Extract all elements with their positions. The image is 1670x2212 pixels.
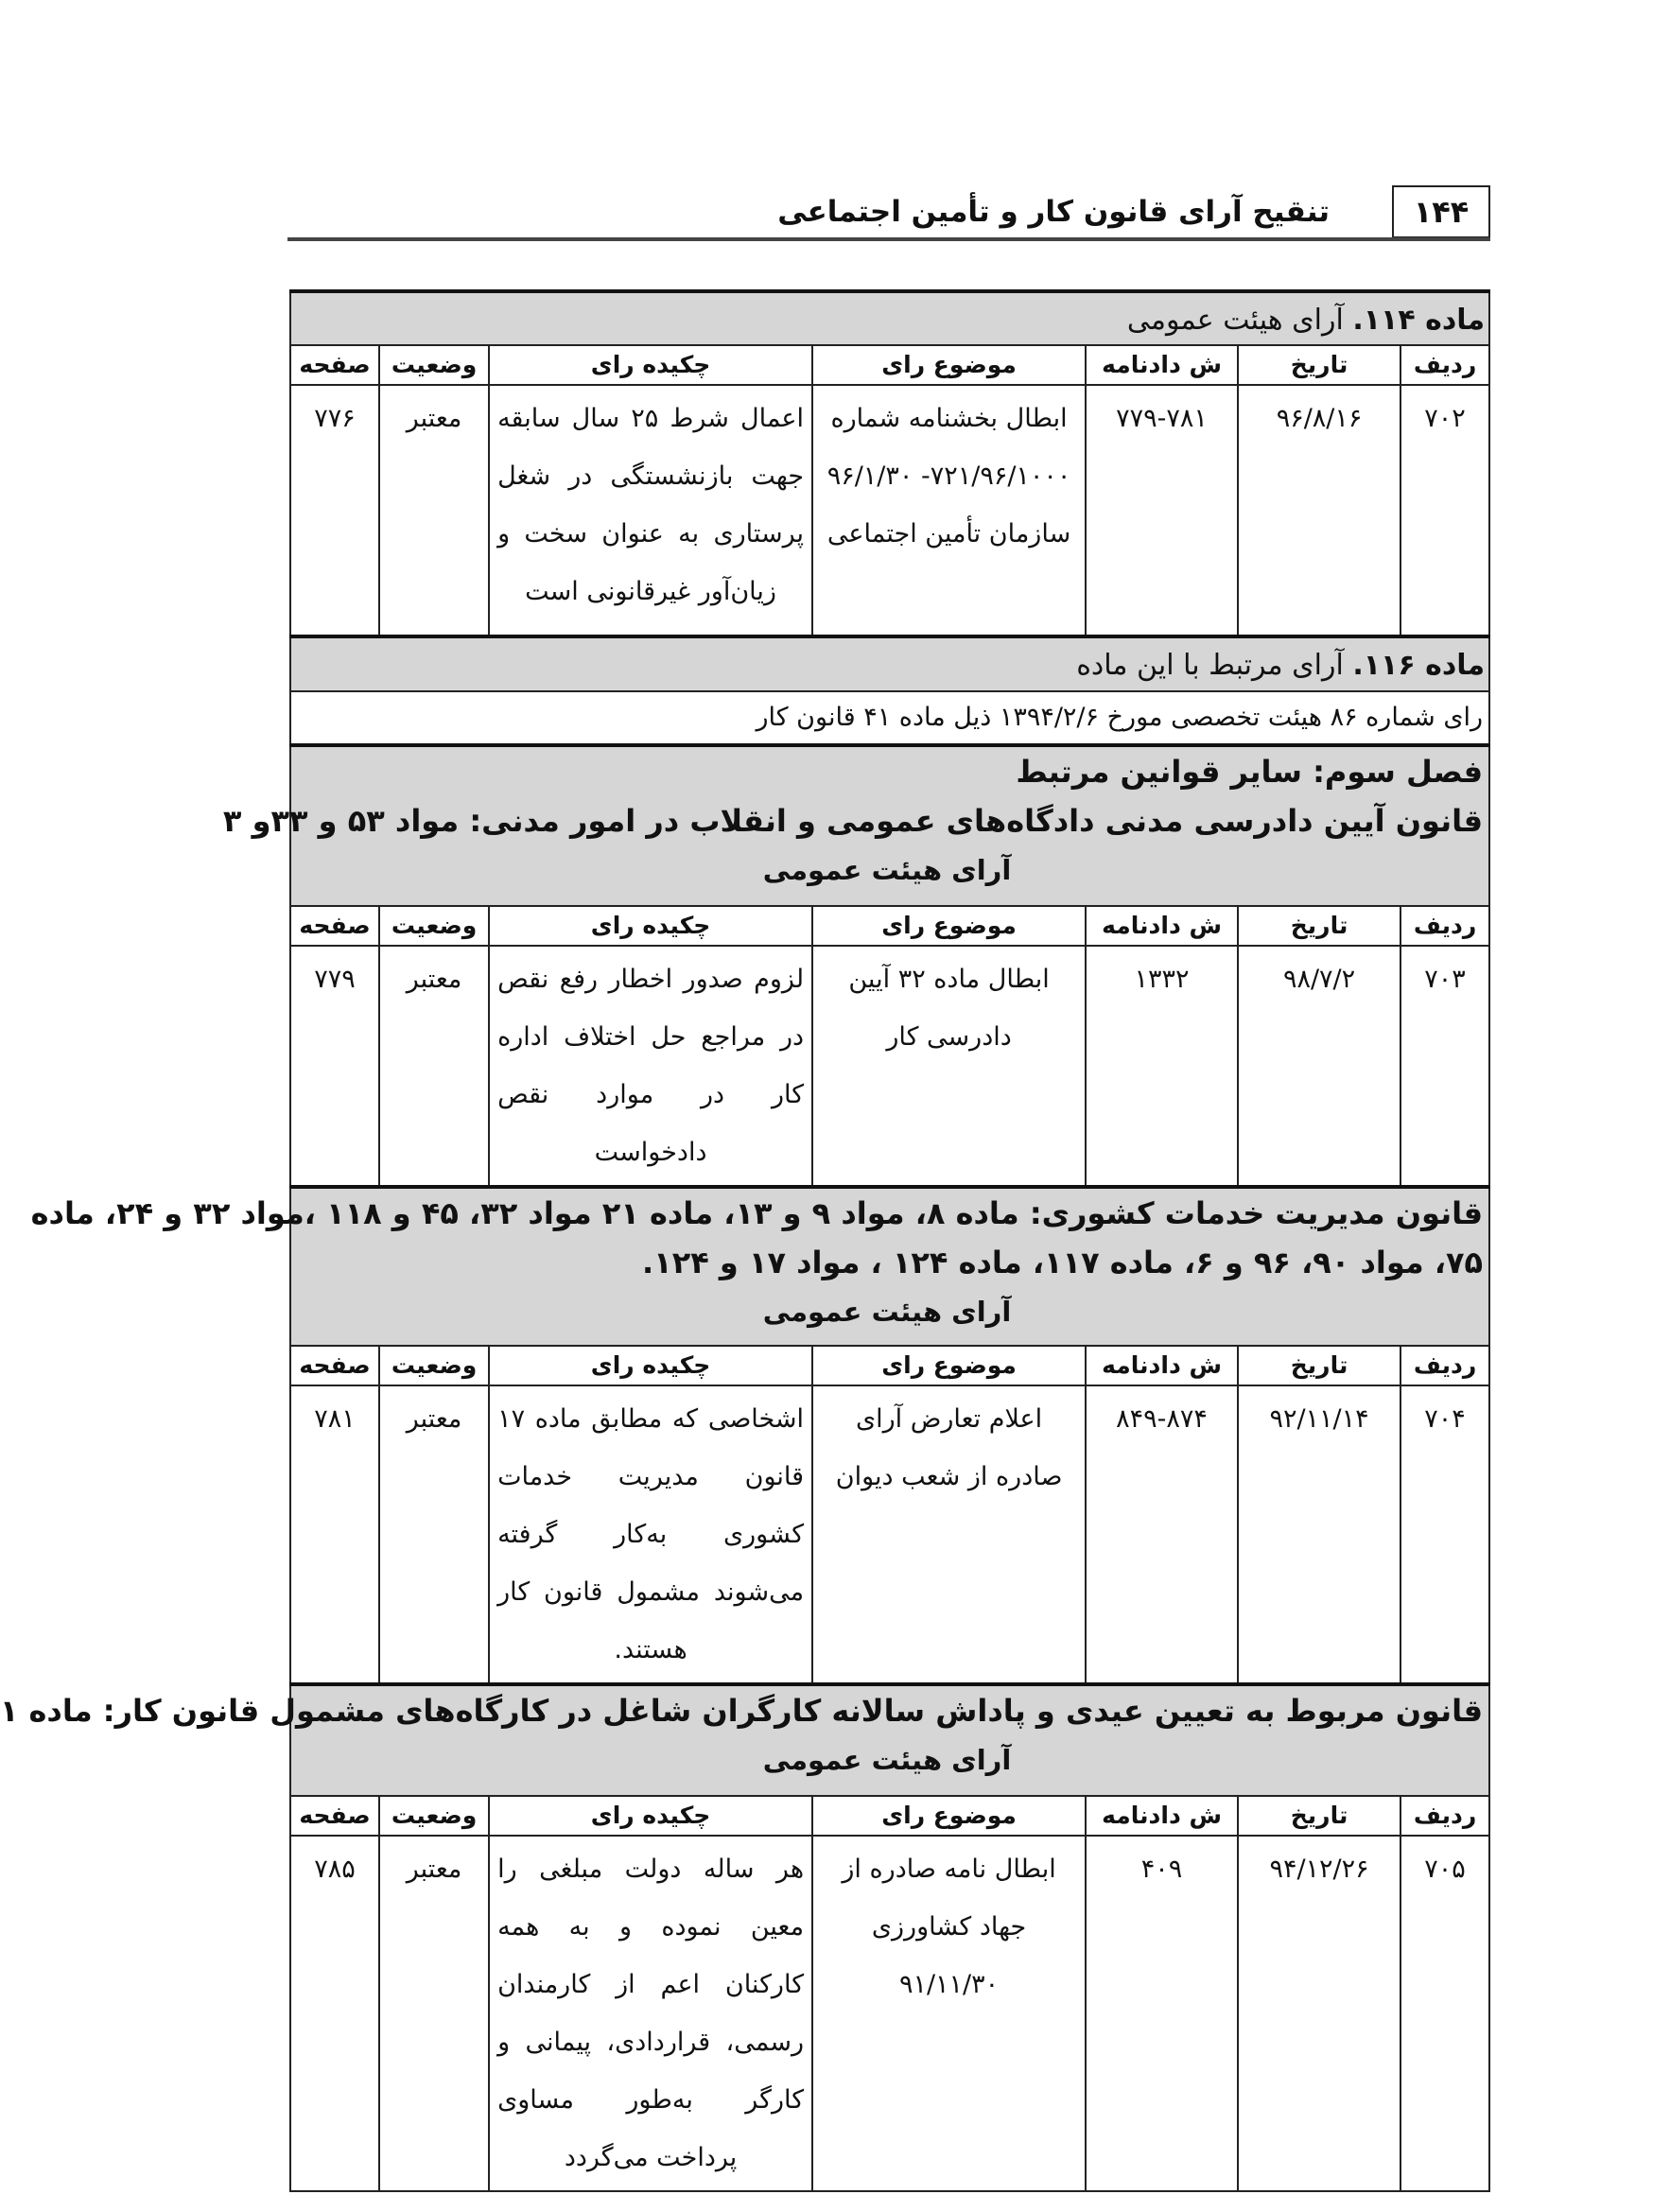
- col-verdict-no: ش دادنامه: [1086, 1346, 1238, 1385]
- section-bonus-law-head: [290, 1684, 1489, 1796]
- col-row: ردیف: [1400, 345, 1489, 385]
- section-civil-procedure-head: [290, 745, 1489, 906]
- col-status: وضعیت: [379, 906, 489, 946]
- col-summary: چکیده رای: [489, 1346, 812, 1385]
- section-note: رای شماره ۸۶ هیئت تخصصی مورخ ۱۳۹۴/۲/۶ ذیل ماده ۴۱ قانون کار: [290, 691, 1489, 745]
- col-row: ردیف: [1400, 906, 1489, 946]
- section-title: ماده ۱۱۴. آرای هیئت عمومی: [290, 291, 1489, 345]
- col-summary: چکیده رای: [489, 1796, 812, 1836]
- cell-page: ۷۷۹: [290, 946, 379, 1187]
- cell-row: ۷۰۲: [1400, 385, 1489, 636]
- cell-subject: اعلام تعارض آرای صادره از شعب دیوان: [812, 1385, 1086, 1684]
- section-title: ماده ۱۱۶. آرای مرتبط با این ماده: [290, 636, 1489, 691]
- section-article-114-head: [290, 291, 1489, 345]
- cell-verdict-no: ۸۴۹-۸۷۴: [1086, 1385, 1238, 1684]
- col-subject: موضوع رای: [812, 1346, 1086, 1385]
- cell-summary: هر ساله دولت مبلغی را معین نموده و به همه کارکنان اعم از کارمندان رسمی، قراردادی، پیمانی و کارگر به‌طور مساوی پرداخت می‌گردد: [489, 1836, 812, 2191]
- law-title: قانون مربوط به تعیین عیدی و پاداش سالانه کارگران شاغل در کارگاه‌های مشمول قانون کار: ماده ۱: [0, 1693, 1484, 1729]
- table-row: [290, 1836, 1489, 2191]
- cell-date: ۹۶/۸/۱۶: [1238, 385, 1400, 636]
- cell-page: ۷۷۶: [290, 385, 379, 636]
- law-title: قانون آیین دادرسی مدنی دادگاه‌های عمومی و انقلاب در امور مدنی: مواد ۵۳ و ۳۳و ۳: [222, 803, 1484, 839]
- col-page: صفحه: [290, 906, 379, 946]
- cell-summary: اشخاصی که مطابق ماده ۱۷ قانون مدیریت خدمات کشوری به‌کار گرفته می‌شوند مشمول قانون کار هستند.: [489, 1385, 812, 1684]
- col-summary: چکیده رای: [489, 906, 812, 946]
- cell-subject: ابطال نامه صادره از جهاد کشاورزی ۹۱/۱۱/۳۰: [812, 1836, 1086, 2191]
- col-subject: موضوع رای: [812, 345, 1086, 385]
- cell-status: معتبر: [379, 1836, 489, 2191]
- cell-row: ۷۰۴: [1400, 1385, 1489, 1684]
- column-header-row: [290, 1346, 1489, 1385]
- cell-subject: ابطال ماده ۳۲ آیین دادرسی کار: [812, 946, 1086, 1187]
- cell-date: ۹۴/۱۲/۲۶: [1238, 1836, 1400, 2191]
- cell-verdict-no: ۴۰۹: [1086, 1836, 1238, 2191]
- subsection-title: آرای هیئت عمومی: [762, 1744, 1012, 1776]
- section-note-row: [290, 691, 1489, 745]
- col-status: وضعیت: [379, 1796, 489, 1836]
- page-number: ۱۴۴: [1392, 185, 1490, 238]
- cell-subject: ابطال بخشنامه شماره ۷۲۱/۹۶/۱۰۰۰- ۹۶/۱/۳۰ سازمان تأمین اجتماعی: [812, 385, 1086, 636]
- law-title-line-1: قانون مدیریت خدمات کشوری: ماده ۸، مواد ۹ و ۱۳، ماده ۲۱ مواد ۳۲، ۴۵ و ۱۱۸ ،مواد ۳۲ و ۲۴، ماده: [30, 1195, 1484, 1231]
- col-row: ردیف: [1400, 1796, 1489, 1836]
- col-verdict-no: ش دادنامه: [1086, 345, 1238, 385]
- col-summary: چکیده رای: [489, 345, 812, 385]
- table-row: [290, 385, 1489, 636]
- col-verdict-no: ش دادنامه: [1086, 906, 1238, 946]
- chapter-title: فصل سوم: سایر قوانین مرتبط: [1016, 754, 1484, 790]
- col-subject: موضوع رای: [812, 1796, 1086, 1836]
- cell-page: ۷۸۱: [290, 1385, 379, 1684]
- column-header-row: [290, 345, 1489, 385]
- col-status: وضعیت: [379, 1346, 489, 1385]
- col-date: تاریخ: [1238, 345, 1400, 385]
- column-header-row: [290, 1796, 1489, 1836]
- book-title: تنقیح آرای قانون کار و تأمین اجتماعی: [777, 195, 1330, 229]
- table-row: [290, 946, 1489, 1187]
- section-title-block: [0, 1684, 1489, 1796]
- cell-date: ۹۸/۷/۲: [1238, 946, 1400, 1187]
- col-date: تاریخ: [1238, 1796, 1400, 1836]
- section-article-116-head: [290, 636, 1489, 691]
- cell-status: معتبر: [379, 1385, 489, 1684]
- cell-row: ۷۰۳: [1400, 946, 1489, 1187]
- header-rule: [287, 237, 1490, 241]
- col-row: ردیف: [1400, 1346, 1489, 1385]
- col-subject: موضوع رای: [812, 906, 1086, 946]
- cell-status: معتبر: [379, 385, 489, 636]
- subsection-title: آرای هیئت عمومی: [762, 854, 1012, 886]
- cell-row: ۷۰۵: [1400, 1836, 1489, 2191]
- col-page: صفحه: [290, 345, 379, 385]
- col-status: وضعیت: [379, 345, 489, 385]
- column-header-row: [290, 906, 1489, 946]
- col-page: صفحه: [290, 1346, 379, 1385]
- cell-summary: لزوم صدور اخطار رفع نقص در مراجع حل اختلاف اداره کار در موارد نقص دادخواست: [489, 946, 812, 1187]
- col-date: تاریخ: [1238, 1346, 1400, 1385]
- table-row: [290, 1385, 1489, 1684]
- running-header: [287, 185, 1490, 238]
- col-verdict-no: ش دادنامه: [1086, 1796, 1238, 1836]
- rulings-table: [0, 289, 1490, 2192]
- cell-verdict-no: ۱۳۳۲: [1086, 946, 1238, 1187]
- cell-date: ۹۲/۱۱/۱۴: [1238, 1385, 1400, 1684]
- col-page: صفحه: [290, 1796, 379, 1836]
- law-title-line-2: ۷۵، مواد ۹۰، ۹۶ و ۶، ماده ۱۱۷، ماده ۱۲۴ ، مواد ۱۷ و ۱۲۴.: [642, 1245, 1484, 1280]
- subsection-title: آرای هیئت عمومی: [762, 1296, 1012, 1328]
- cell-status: معتبر: [379, 946, 489, 1187]
- cell-summary: اعمال شرط ۲۵ سال سابقه جهت بازنشستگی در شغل پرستاری به عنوان سخت و زیان‌آور غیرقانونی است: [489, 385, 812, 636]
- section-title-block: [222, 745, 1489, 906]
- cell-page: ۷۸۵: [290, 1836, 379, 2191]
- col-date: تاریخ: [1238, 906, 1400, 946]
- cell-verdict-no: ۷۷۹-۷۸۱: [1086, 385, 1238, 636]
- section-title-block: [30, 1187, 1489, 1346]
- section-civil-service-head: [290, 1187, 1489, 1346]
